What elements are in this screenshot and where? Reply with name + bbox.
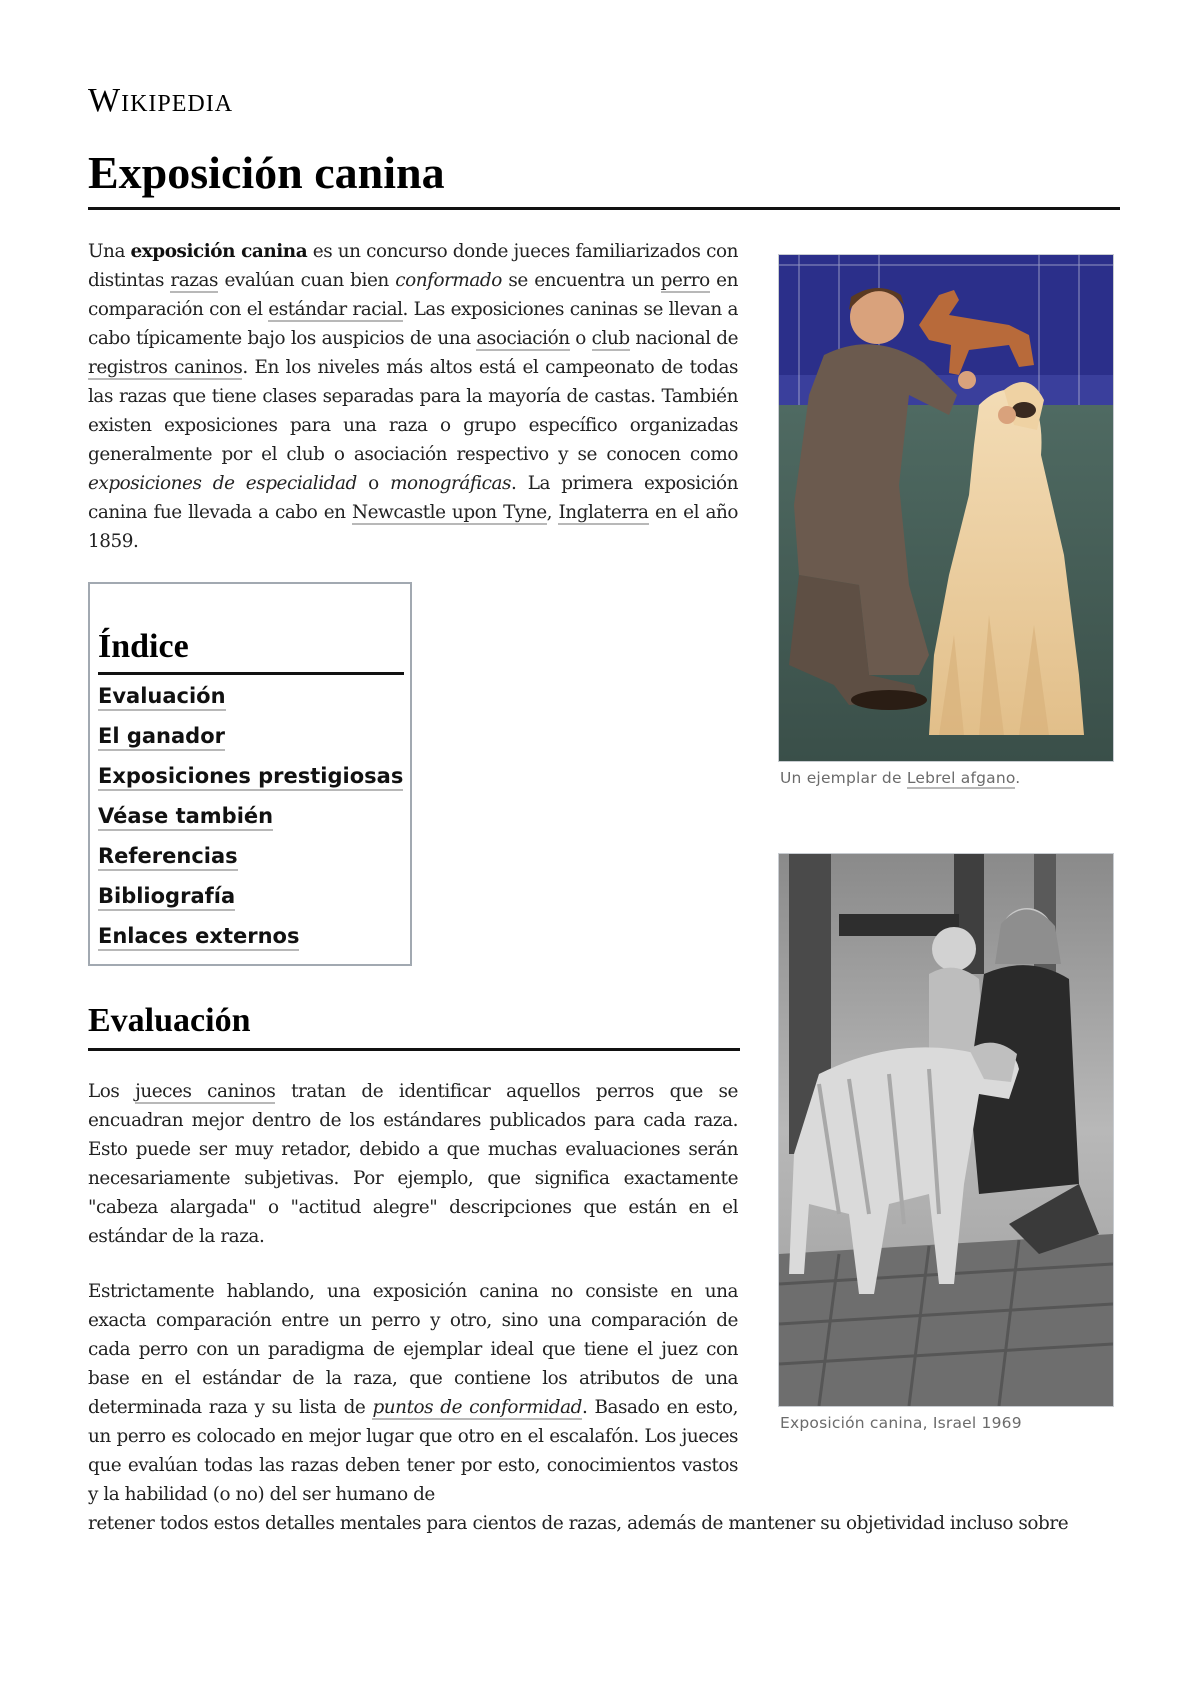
link-inglaterra[interactable]: Inglaterra [558, 502, 649, 523]
link-newcastle[interactable]: Newcastle upon Tyne [351, 502, 547, 523]
table-of-contents [88, 582, 412, 966]
intro-paragraph: Una exposición canina es un concurso donde jueces familiarizados con distintas razas evalúan cuan bien conformado se encuentra un perro en comparación con el estándar racial. Las exposiciones caninas se llevan a cabo típicamente bajo los auspicios de una asociación o club nacional de registros caninos. En los niveles más altos está el campeonato de todas las razas que tiene clases separadas para la mayoría de castas. También existen exposiciones para una raza o grupo específico organizadas generalmente por el club o asociación respectivo y se conocen como exposiciones de especialidad o monográficas. La primera exposición canina fue llevada a cabo en Newcastle upon Tyne, Inglaterra en el año 1859. [88, 241, 738, 552]
evaluacion-paragraph-continued: retener todos estos detalles mentales para cientos de razas, además de mantener su objetividad incluso sobre [88, 1513, 1069, 1534]
link-club[interactable]: club [591, 328, 630, 349]
evaluacion-paragraph-1: Los jueces caninos tratan de identificar aquellos perros que se encuadran mejor dentro de los estándares publicados para cada raza. Esto puede ser muy retador, debido a que muchas evaluaciones serán necesariamente subjetivas. Por ejemplo, que significa exactamente "cabeza alargada" o "actitud alegre" descripciones que están en el estándar de la raza. [88, 1081, 738, 1247]
afghan-hound-photo[interactable] [778, 254, 1114, 762]
figure-israel-1969 [778, 853, 1114, 1433]
toc-item-el-ganador[interactable]: El ganador [98, 724, 403, 764]
wikipedia-logo[interactable]: Wikipedia [88, 82, 234, 119]
toc-title: Índice [98, 628, 189, 665]
link-jueces-caninos[interactable]: jueces caninos [135, 1081, 276, 1102]
toc-divider [98, 672, 404, 675]
section-divider [88, 1048, 740, 1051]
link-estandar-racial[interactable]: estándar racial [268, 299, 403, 320]
page-title: Exposición canina [88, 147, 445, 198]
evaluacion-paragraph-2: Estrictamente hablando, una exposición canina no consiste en una exacta comparación entre un perro y otro, sino una comparación de cada perro con un paradigma de ejemplar ideal que tiene el juez con base en el estándar de la raza, que contiene los atributos de una determinada raza y su lista de puntos de conformidad. Basado en esto, un perro es colocado en mejor lugar que otro en el escalafón. Los jueces que evalúan todas las razas deben tener por esto, conocimientos vastos y la habilidad (o no) del ser humano de [88, 1281, 738, 1505]
figure-1-caption: Un ejemplar de Lebrel afgano. [780, 769, 1021, 787]
figure-2-caption: Exposición canina, Israel 1969 [780, 1414, 1022, 1432]
link-perro[interactable]: perro [660, 270, 710, 291]
link-puntos-de-conformidad[interactable]: puntos de conformidad [372, 1397, 582, 1418]
toc-item-referencias[interactable]: Referencias [98, 844, 403, 884]
figure-afghan-hound [778, 254, 1114, 794]
link-registros-caninos[interactable]: registros caninos [88, 357, 243, 378]
toc-item-bibliografia[interactable]: Bibliografía [98, 884, 403, 924]
toc-item-exposiciones-prestigiosas[interactable]: Exposiciones prestigiosas [98, 764, 403, 804]
toc-item-vease-tambien[interactable]: Véase también [98, 804, 403, 844]
link-lebrel-afgano[interactable]: Lebrel afgano [906, 769, 1016, 787]
section-heading-evaluacion: Evaluación [88, 1002, 251, 1039]
toc-item-evaluacion[interactable]: Evaluación [98, 684, 403, 724]
israel-1969-photo[interactable] [778, 853, 1114, 1407]
link-asociacion[interactable]: asociación [476, 328, 570, 349]
toc-list [98, 684, 403, 964]
title-divider [88, 207, 1120, 210]
toc-item-enlaces-externos[interactable]: Enlaces externos [98, 924, 403, 964]
intro-bold-term: exposición canina [130, 241, 308, 262]
link-razas[interactable]: razas [170, 270, 219, 291]
